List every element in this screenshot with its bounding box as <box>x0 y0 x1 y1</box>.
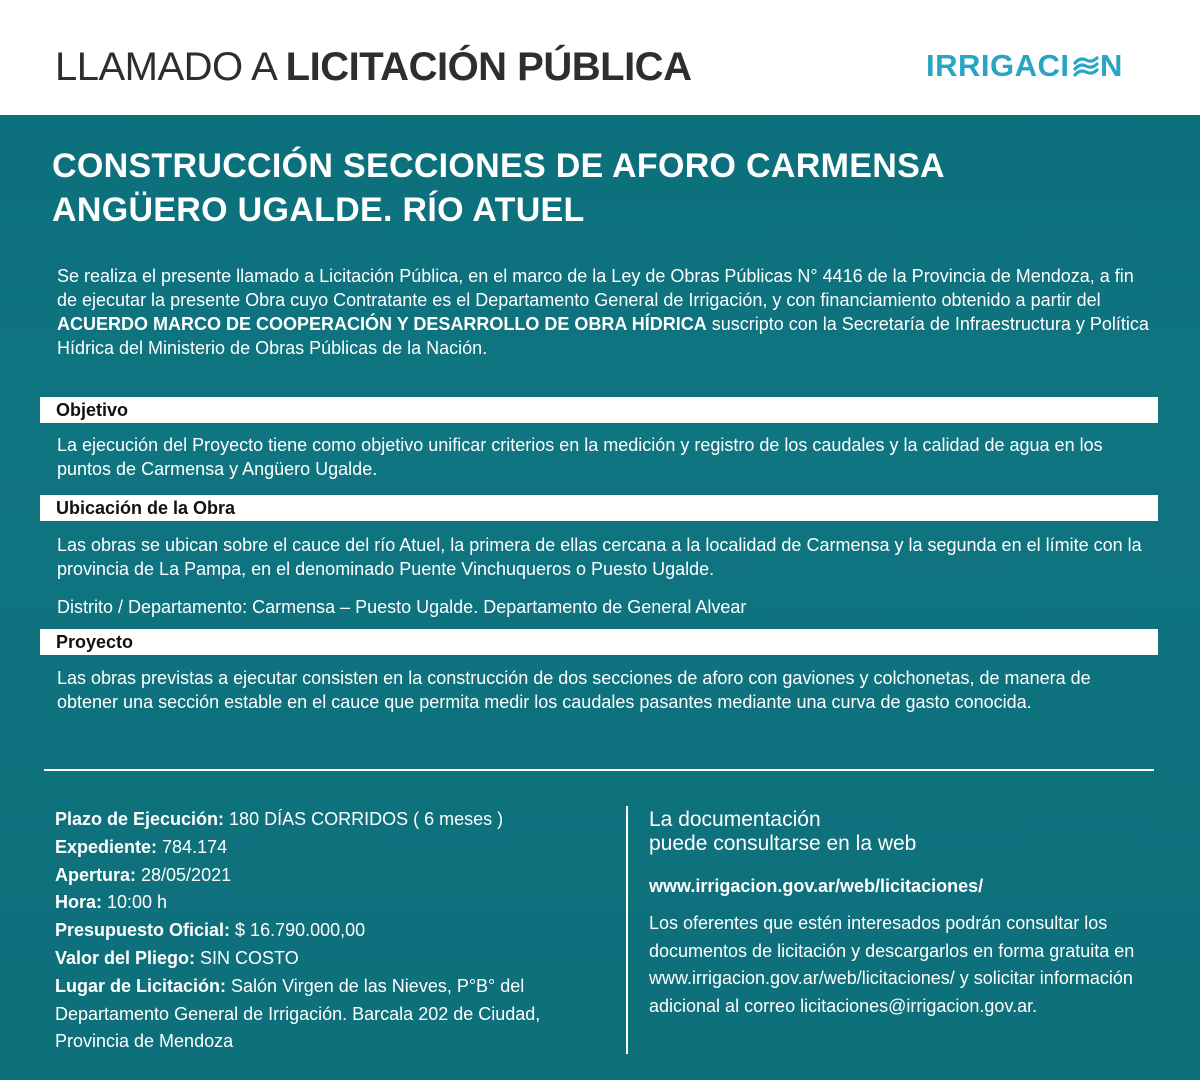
detail-value: 784.174 <box>157 836 228 857</box>
detail-value: 28/05/2021 <box>136 864 232 885</box>
detail-value: Salón Virgen de las Nieves, P°B° del Departamento General de Irrigación. Barcala 202 de Ciudad, Provincia de Mendoza <box>55 975 541 1052</box>
detail-value: $ 16.790.000,00 <box>230 920 366 941</box>
logo-text: IRRIGACI <box>926 48 1070 83</box>
detail-label: Hora: <box>55 892 103 913</box>
detail-label: Lugar de Licitación: <box>55 975 227 996</box>
detail-expediente <box>55 834 615 862</box>
main-title-line2: ANGÜERO UGALDE. RÍO ATUEL <box>52 191 585 229</box>
logo-n: N <box>1100 48 1123 83</box>
title-bold: LICITACIÓN PÚBLICA <box>285 45 692 89</box>
detail-value: 180 DÍAS CORRIDOS ( 6 meses ) <box>224 809 504 829</box>
detail-label: Valor del Pliego: <box>55 947 196 968</box>
detail-presupuesto <box>55 917 615 945</box>
detail-hora <box>55 889 615 917</box>
section-header-objetivo: Objetivo <box>40 397 1158 423</box>
header-bar <box>0 0 1200 115</box>
detail-plazo <box>55 806 615 834</box>
documentation-block <box>649 808 1159 1020</box>
detail-apertura <box>55 862 615 890</box>
documentation-text: Los oferentes que estén interesados podrán consultar los documentos de licitación y descargarlos en forma gratuita en www.irrigacion.gov.ar/web/licitaciones/ y solicitar información adicional al correo licitaciones@irrigacion.gov.ar. <box>649 913 1135 1016</box>
wave-o-icon <box>1073 54 1099 80</box>
detail-label: Presupuesto Oficial: <box>55 920 231 941</box>
title-light: LLAMADO A <box>55 45 286 89</box>
intro-text-after: suscripto con la Secretaría de Infraestructura y Política Hídrica del Ministerio de Obras Públicas de la Nación. <box>57 314 1149 358</box>
detail-label: Expediente: <box>55 836 158 857</box>
section-text-distrito: Distrito / Departamento: Carmensa – Puesto Ugalde. Departamento de General Alvear <box>57 597 747 617</box>
section-header-proyecto: Proyecto <box>40 629 1158 655</box>
section-text-proyecto: Las obras previstas a ejecutar consisten en la construcción de dos secciones de aforo con gaviones y colchonetas, de manera de obtener una sección estable en el cauce que permita medir los caudales pasantes mediante una curva de gasto conocida. <box>57 668 1091 712</box>
detail-value: SIN COSTO <box>195 947 299 968</box>
detail-value: 10:00 h <box>102 892 168 913</box>
details-list <box>55 806 615 1056</box>
irrigacion-logo <box>926 48 1070 84</box>
documentation-title-line2: puede consultarse en la web <box>649 832 917 855</box>
page-title <box>55 45 691 90</box>
documentation-title <box>649 808 1159 856</box>
documentation-title-line1: La documentación <box>649 808 821 831</box>
divider-horizontal <box>44 769 1154 771</box>
section-text-ubicacion: Las obras se ubican sobre el cauce del río Atuel, la primera de ellas cercana a la localidad de Carmensa y la segunda en el límite con la provincia de La Pampa, en el denominado Puente Vinchuqueros o Puesto Ugalde. <box>57 535 1142 579</box>
intro-paragraph <box>57 264 1152 360</box>
detail-label: Plazo de Ejecución: <box>55 809 225 829</box>
intro-text-bold: ACUERDO MARCO DE COOPERACIÓN Y DESARROLLO DE OBRA HÍDRICA <box>57 314 707 334</box>
detail-label: Apertura: <box>55 864 137 885</box>
main-title <box>52 144 1152 232</box>
divider-vertical <box>626 806 628 1054</box>
documentation-url: www.irrigacion.gov.ar/web/licitaciones/ <box>649 876 984 896</box>
main-title-line1: CONSTRUCCIÓN SECCIONES DE AFORO CARMENSA <box>52 147 945 185</box>
section-text-objetivo: La ejecución del Proyecto tiene como objetivo unificar criterios en la medición y registro de los caudales y la calidad de agua en los puntos de Carmensa y Angüero Ugalde. <box>57 435 1103 479</box>
intro-text-before: Se realiza el presente llamado a Licitación Pública, en el marco de la Ley de Obras Públicas N° 4416 de la Provincia de Mendoza, a fin de ejecutar la presente Obra cuyo Contratante es el Departamento General de Irrigación, y con financiamiento obtenido a partir del <box>57 266 1134 310</box>
section-header-ubicacion: Ubicación de la Obra <box>40 495 1158 521</box>
detail-lugar <box>55 973 615 1056</box>
detail-valor-pliego <box>55 945 615 973</box>
